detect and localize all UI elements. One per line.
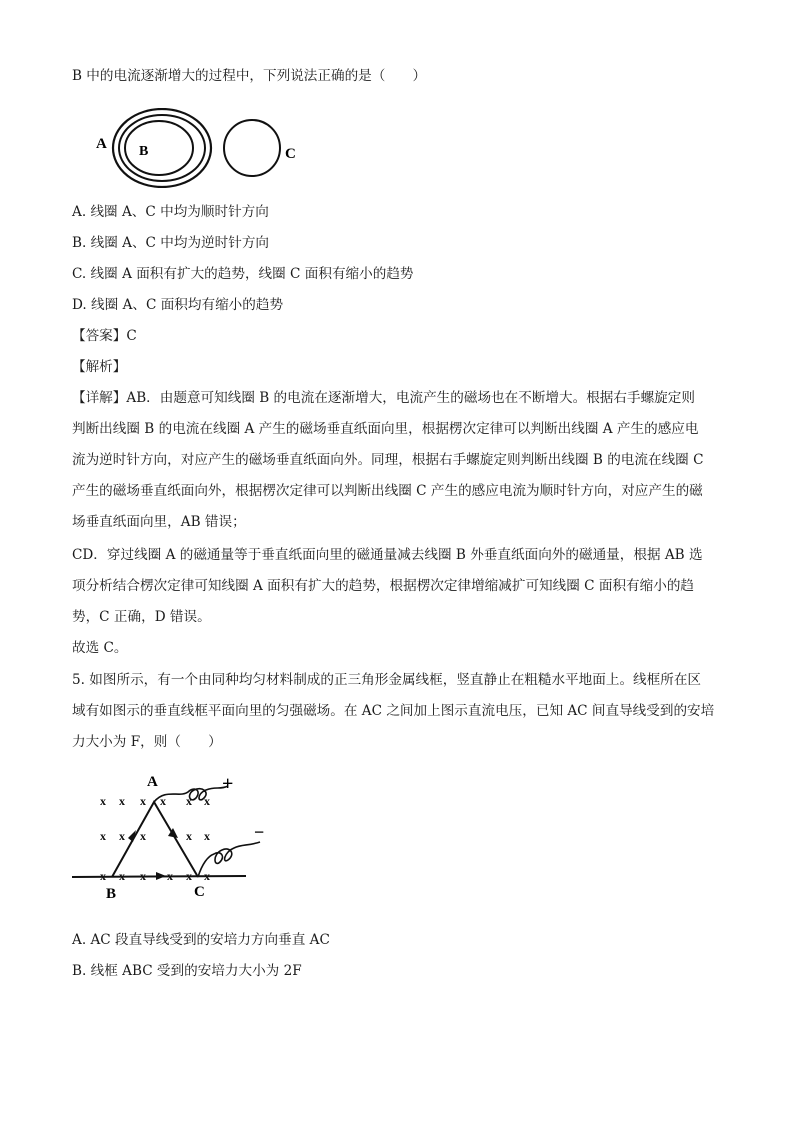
svg-text:x: x (119, 829, 125, 843)
q4-answer: 【答案】C (72, 328, 137, 344)
svg-text:x: x (186, 869, 192, 883)
q4-option-d: D. 线圈 A、C 面积均有缩小的趋势 (72, 297, 284, 313)
vertex-a-label: A (147, 774, 158, 790)
q5-stem-line: 5. 如图所示，有一个由同种均匀材料制成的正三角形金属线框，竖直静止在粗糙水平地面上。线框所在区 (72, 672, 702, 688)
q5-stem-line: 域有如图示的垂直线框平面向里的匀强磁场。在 AC 之间加上图示直流电压，已知 AC 间直导线受到的安培 (72, 703, 715, 719)
triangle-frame-figure (70, 768, 270, 908)
q4-explanation-line: 产生的磁场垂直纸面向外，根据楞次定律可以判断出线圈 C 产生的感应电流为顺时针方向，对应产生的磁 (72, 483, 703, 499)
svg-text:x: x (186, 829, 192, 843)
q4-analysis-heading: 【解析】 (72, 359, 127, 375)
svg-text:x: x (140, 829, 146, 843)
q4-explanation-line: 【详解】AB．由题意可知线圈 B 的电流在逐渐增大，电流产生的磁场也在不断增大。根据右手螺旋定则 (72, 390, 695, 406)
minus-sign: − (254, 822, 265, 842)
svg-text:x: x (100, 829, 106, 843)
q5-stem-line: 力大小为 F，则（ ） (72, 734, 222, 750)
svg-text:x: x (204, 829, 210, 843)
svg-text:x: x (186, 794, 192, 808)
coil-figure (92, 108, 307, 188)
svg-text:x: x (140, 794, 146, 808)
svg-text:x: x (119, 794, 125, 808)
plus-sign: + (222, 773, 234, 795)
svg-text:x: x (204, 869, 210, 883)
coil-b (125, 121, 193, 175)
q4-option-a: A. 线圈 A、C 中均为顺时针方向 (72, 204, 269, 220)
q5-option-b: B. 线框 ABC 受到的安培力大小为 2F (72, 963, 302, 979)
svg-text:x: x (119, 869, 125, 883)
q4-explanation-line: 势，C 正确，D 错误。 (72, 609, 211, 625)
q4-option-b: B. 线圈 A、C 中均为逆时针方向 (72, 235, 270, 251)
q5-option-a: A. AC 段直导线受到的安培力方向垂直 AC (72, 932, 330, 948)
svg-text:x: x (140, 869, 146, 883)
q4-explanation-line: CD．穿过线圈 A 的磁通量等于垂直纸面向里的磁通量减去线圈 B 外垂直纸面向外的磁通量，根据 AB 选 (72, 547, 703, 563)
coil-c-label: C (285, 146, 296, 162)
coil-b-label: B (139, 144, 149, 159)
coil-c (224, 120, 280, 176)
q4-option-c: C. 线圈 A 面积有扩大的趋势，线圈 C 面积有缩小的趋势 (72, 266, 414, 282)
svg-text:x: x (100, 794, 106, 808)
q4-explanation-line: 流为逆时针方向，对应产生的磁场垂直纸面向外。同理，根据右手螺旋定则判断出线圈 B 的电流在线圈 C (72, 452, 704, 468)
coil-a-label: A (96, 136, 107, 152)
svg-text:x: x (167, 869, 173, 883)
q4-explanation-line: 场垂直纸面向里，AB 错误； (72, 514, 246, 530)
q4-explanation-line: 判断出线圈 B 的电流在线圈 A 产生的磁场垂直纸面向里，根据楞次定律可以判断出线圈 A 产生的感应电 (72, 421, 699, 437)
q4-conclusion: 故选 C。 (72, 640, 128, 656)
svg-text:x: x (100, 869, 106, 883)
q4-stem-tail: B 中的电流逐渐增大的过程中，下列说法正确的是（ ） (72, 68, 427, 84)
svg-text:x: x (160, 794, 166, 808)
vertex-c-label: C (194, 884, 205, 900)
arrow-bc (156, 872, 166, 880)
vertex-b-label: B (106, 886, 117, 902)
q4-explanation-line: 项分析结合楞次定律可知线圈 A 面积有扩大的趋势，根据楞次定律增缩减扩可知线圈 C 面积有缩小的趋 (72, 578, 695, 594)
svg-text:x: x (204, 794, 210, 808)
